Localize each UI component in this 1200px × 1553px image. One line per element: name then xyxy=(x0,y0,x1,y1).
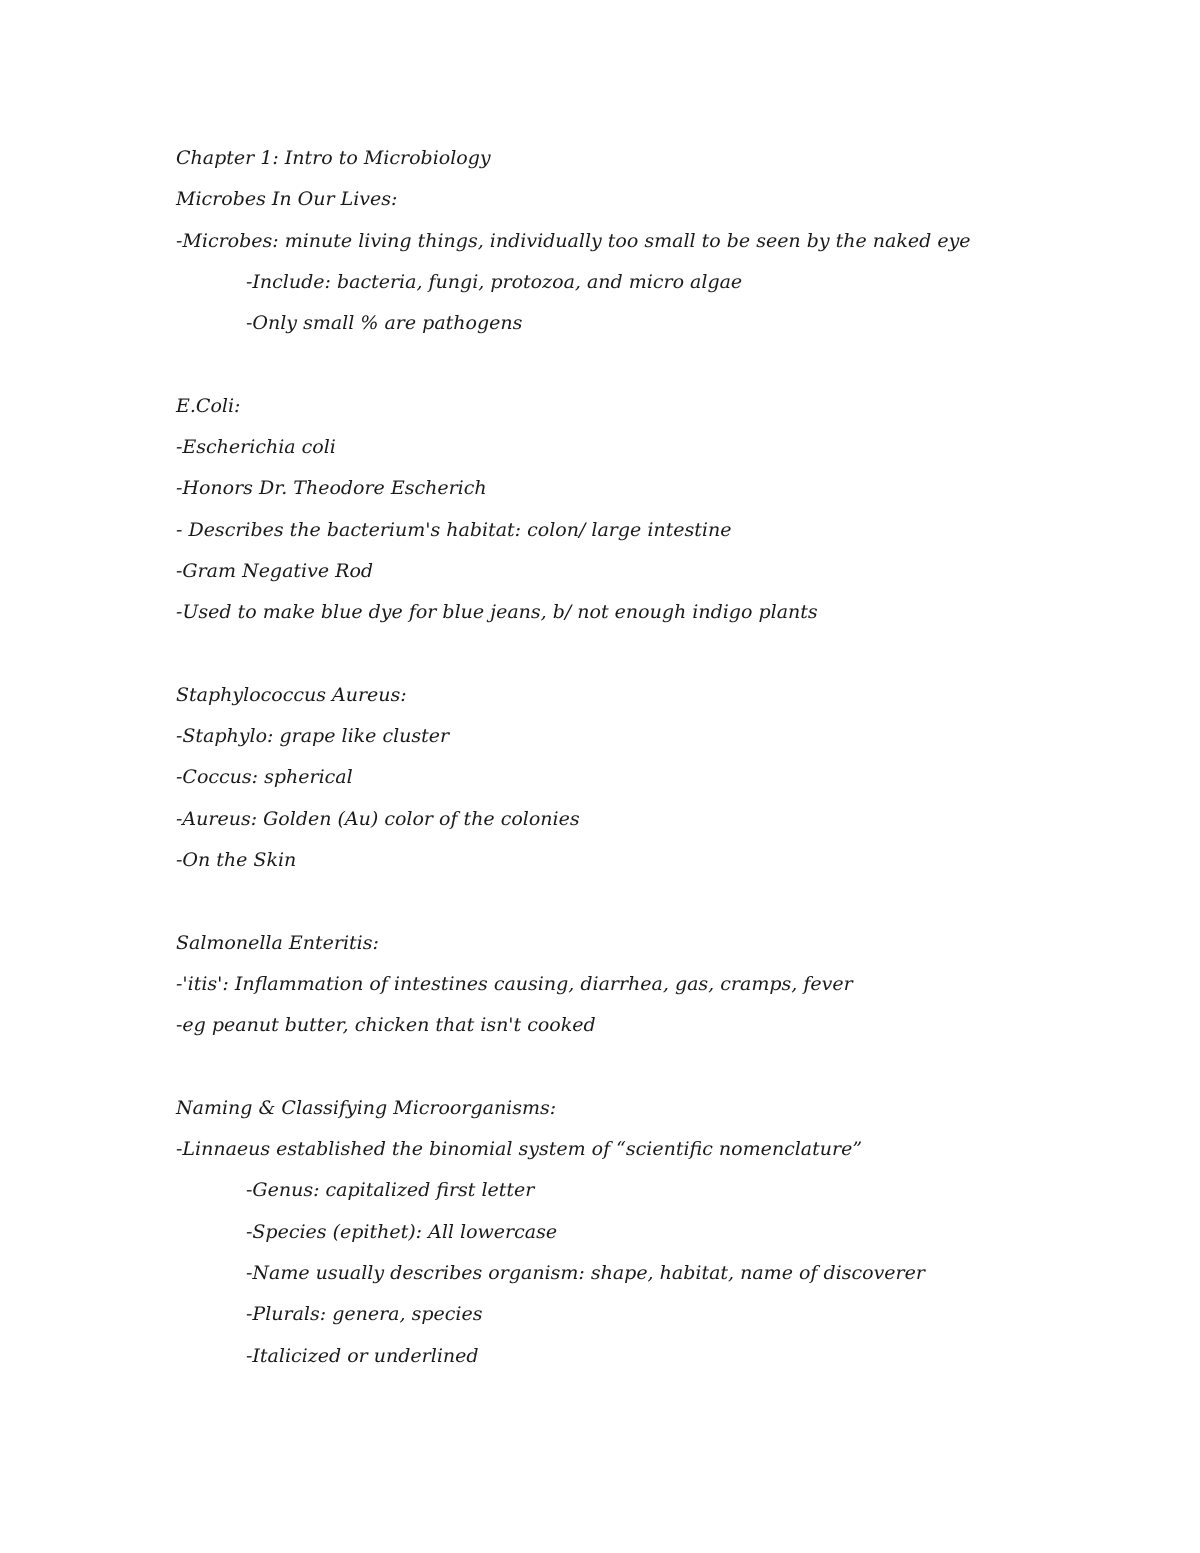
section-heading-microbes: Microbes In Our Lives: xyxy=(176,188,398,211)
microbes-line-2: -Include: bacteria, fungi, protozoa, and micro algae xyxy=(246,270,743,293)
microbes-line-3: -Only small % are pathogens xyxy=(246,312,523,335)
section-heading-salmonella: Salmonella Enteritis: xyxy=(176,931,379,954)
section-heading-staph: Staphylococcus Aureus: xyxy=(176,683,407,706)
naming-line-4: -Name usually describes organism: shape, habitat, name of discoverer xyxy=(246,1262,925,1285)
salmonella-line-1: -'itis': Inflammation of intestines causing, diarrhea, gas, cramps, fever xyxy=(176,972,853,995)
section-heading-ecoli: E.Coli: xyxy=(176,394,241,417)
staph-line-1: -Staphylo: grape like cluster xyxy=(176,725,450,748)
staph-line-3: -Aureus: Golden (Au) color of the colonies xyxy=(176,807,580,830)
paragraph-spacer xyxy=(176,881,1136,922)
document-body xyxy=(176,138,1136,1377)
naming-line-5: -Plurals: genera, species xyxy=(246,1303,483,1326)
paragraph-spacer xyxy=(176,634,1136,675)
naming-line-3: -Species (epithet): All lowercase xyxy=(246,1220,558,1243)
naming-line-2: -Genus: capitalized first letter xyxy=(246,1179,535,1202)
naming-line-1: -Linnaeus established the binomial system of “scientific nomenclature” xyxy=(176,1138,863,1161)
chapter-title: Chapter 1: Intro to Microbiology xyxy=(176,147,491,169)
ecoli-line-4: -Gram Negative Rod xyxy=(176,559,374,582)
staph-line-2: -Coccus: spherical xyxy=(176,766,353,789)
ecoli-line-2: -Honors Dr. Theodore Escherich xyxy=(176,477,487,500)
ecoli-line-3: - Describes the bacterium's habitat: colon/ large intestine xyxy=(176,518,732,541)
naming-line-6: -Italicized or underlined xyxy=(246,1344,479,1367)
paragraph-spacer xyxy=(176,1047,1136,1088)
salmonella-line-2: -eg peanut butter, chicken that isn't cooked xyxy=(176,1014,596,1037)
ecoli-line-5: -Used to make blue dye for blue jeans, b/ not enough indigo plants xyxy=(176,601,818,624)
microbes-line-1: -Microbes: minute living things, individually too small to be seen by the naked eye xyxy=(176,229,971,252)
section-heading-naming: Naming & Classifying Microorganisms: xyxy=(176,1096,557,1119)
paragraph-spacer xyxy=(176,344,1136,385)
staph-line-4: -On the Skin xyxy=(176,849,297,872)
ecoli-line-1: -Escherichia coli xyxy=(176,436,336,459)
